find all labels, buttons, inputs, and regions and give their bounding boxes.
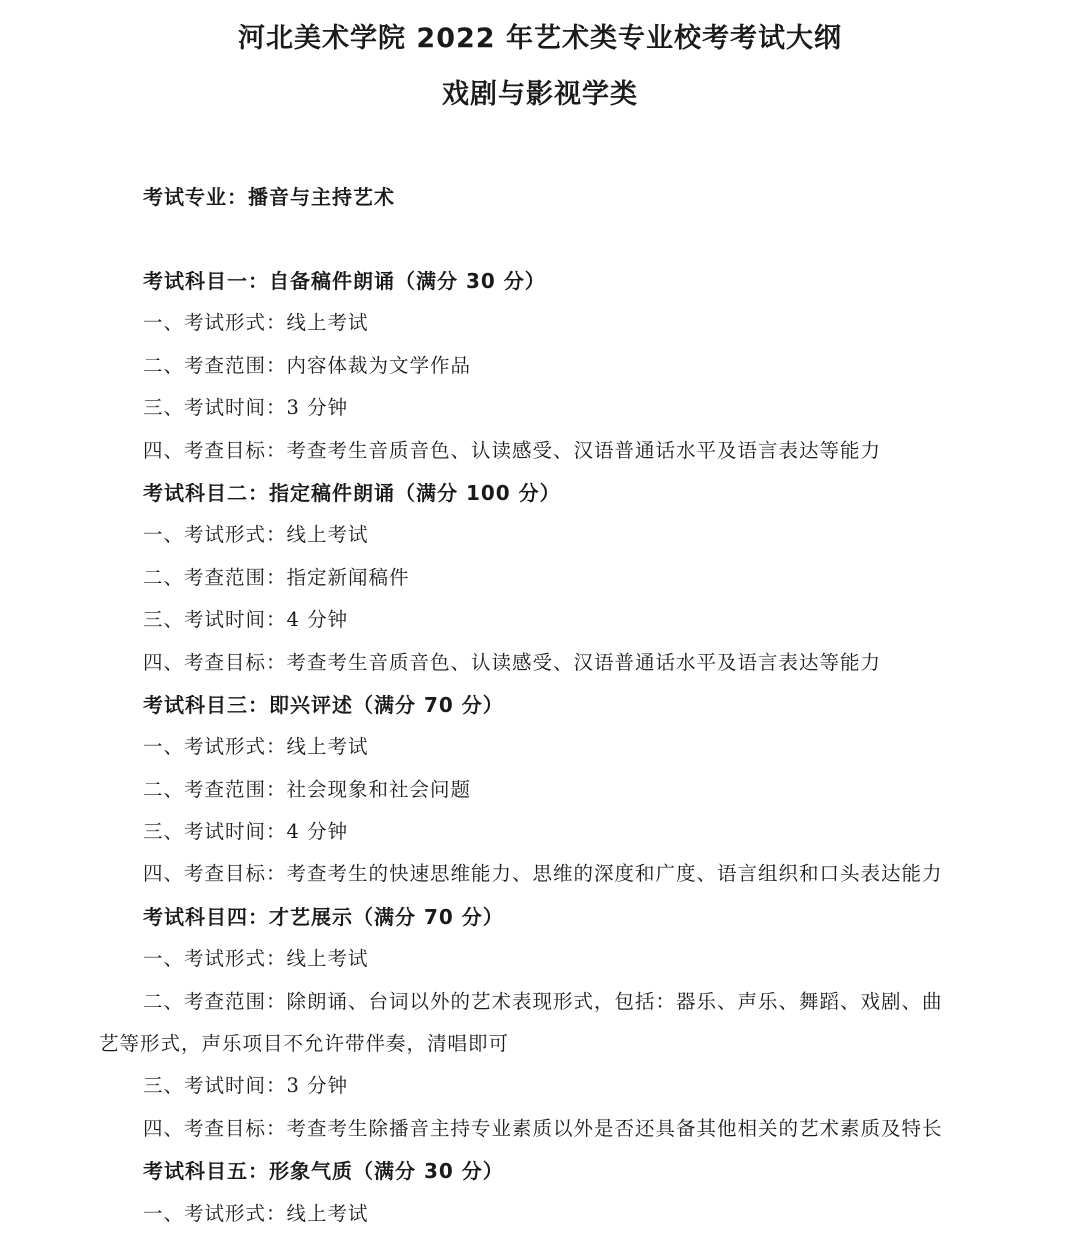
subject-2-heading: 考试科目二：指定稿件朗诵（满分 100 分） — [143, 480, 561, 505]
exam-major: 考试专业：播音与主持艺术 — [143, 185, 395, 209]
subject-4-item-scope-line2: 艺等形式，声乐项目不允许带伴奏，清唱即可 — [99, 1032, 510, 1056]
subject-4-item-time: 三、考试时间：3 分钟 — [143, 1074, 349, 1098]
subject-3-item-form: 一、考试形式：线上考试 — [143, 735, 369, 759]
subject-4-item-scope — [99, 985, 988, 1070]
subject-4-item-goal: 四、考查目标：考查考生除播音主持专业素质以外是否还具备其他相关的艺术素质及特长 — [143, 1116, 943, 1140]
subject-1-heading: 考试科目一：自备稿件朗诵（满分 30 分） — [143, 269, 546, 293]
document-title: 河北美术学院 2022 年艺术类专业校考考试大纲 — [238, 23, 842, 54]
subject-4-heading: 考试科目四：才艺展示（满分 70 分） — [143, 904, 504, 929]
subject-3-item-time: 三、考试时间：4 分钟 — [143, 820, 349, 844]
subject-2-item-scope: 二、考查范围：指定新闻稿件 — [143, 565, 410, 589]
subject-2-item-form: 一、考试形式：线上考试 — [143, 523, 369, 547]
subjects-list — [99, 264, 988, 1239]
subject-5-item-form: 一、考试形式：线上考试 — [143, 1201, 369, 1225]
subject-2-item-goal: 四、考查目标：考查考生音质音色、认读感受、汉语普通话水平及语言表达等能力 — [143, 650, 882, 674]
subject-3-heading: 考试科目三：即兴评述（满分 70 分） — [143, 692, 504, 717]
subject-4-item-scope-line1: 二、考查范围：除朗诵、台词以外的艺术表现形式，包括：器乐、声乐、舞蹈、戏剧、曲 — [143, 989, 943, 1013]
subject-1-item-scope: 二、考查范围：内容体裁为文学作品 — [143, 353, 472, 377]
subject-3-item-goal: 四、考查目标：考查考生的快速思维能力、思维的深度和广度、语言组织和口头表达能力 — [143, 862, 943, 886]
document-subtitle: 戏剧与影视学类 — [442, 79, 638, 110]
subject-1-item-form: 一、考试形式：线上考试 — [143, 311, 369, 335]
subject-1-item-goal: 四、考查目标：考查考生音质音色、认读感受、汉语普通话水平及语言表达等能力 — [143, 438, 882, 462]
subject-2-item-time: 三、考试时间：4 分钟 — [143, 608, 349, 632]
subject-4-item-form: 一、考试形式：线上考试 — [143, 947, 369, 971]
subject-5-heading: 考试科目五：形象气质（满分 30 分） — [143, 1159, 504, 1184]
subject-1-item-time: 三、考试时间：3 分钟 — [143, 396, 349, 420]
subject-3-item-scope: 二、考查范围：社会现象和社会问题 — [143, 777, 472, 801]
